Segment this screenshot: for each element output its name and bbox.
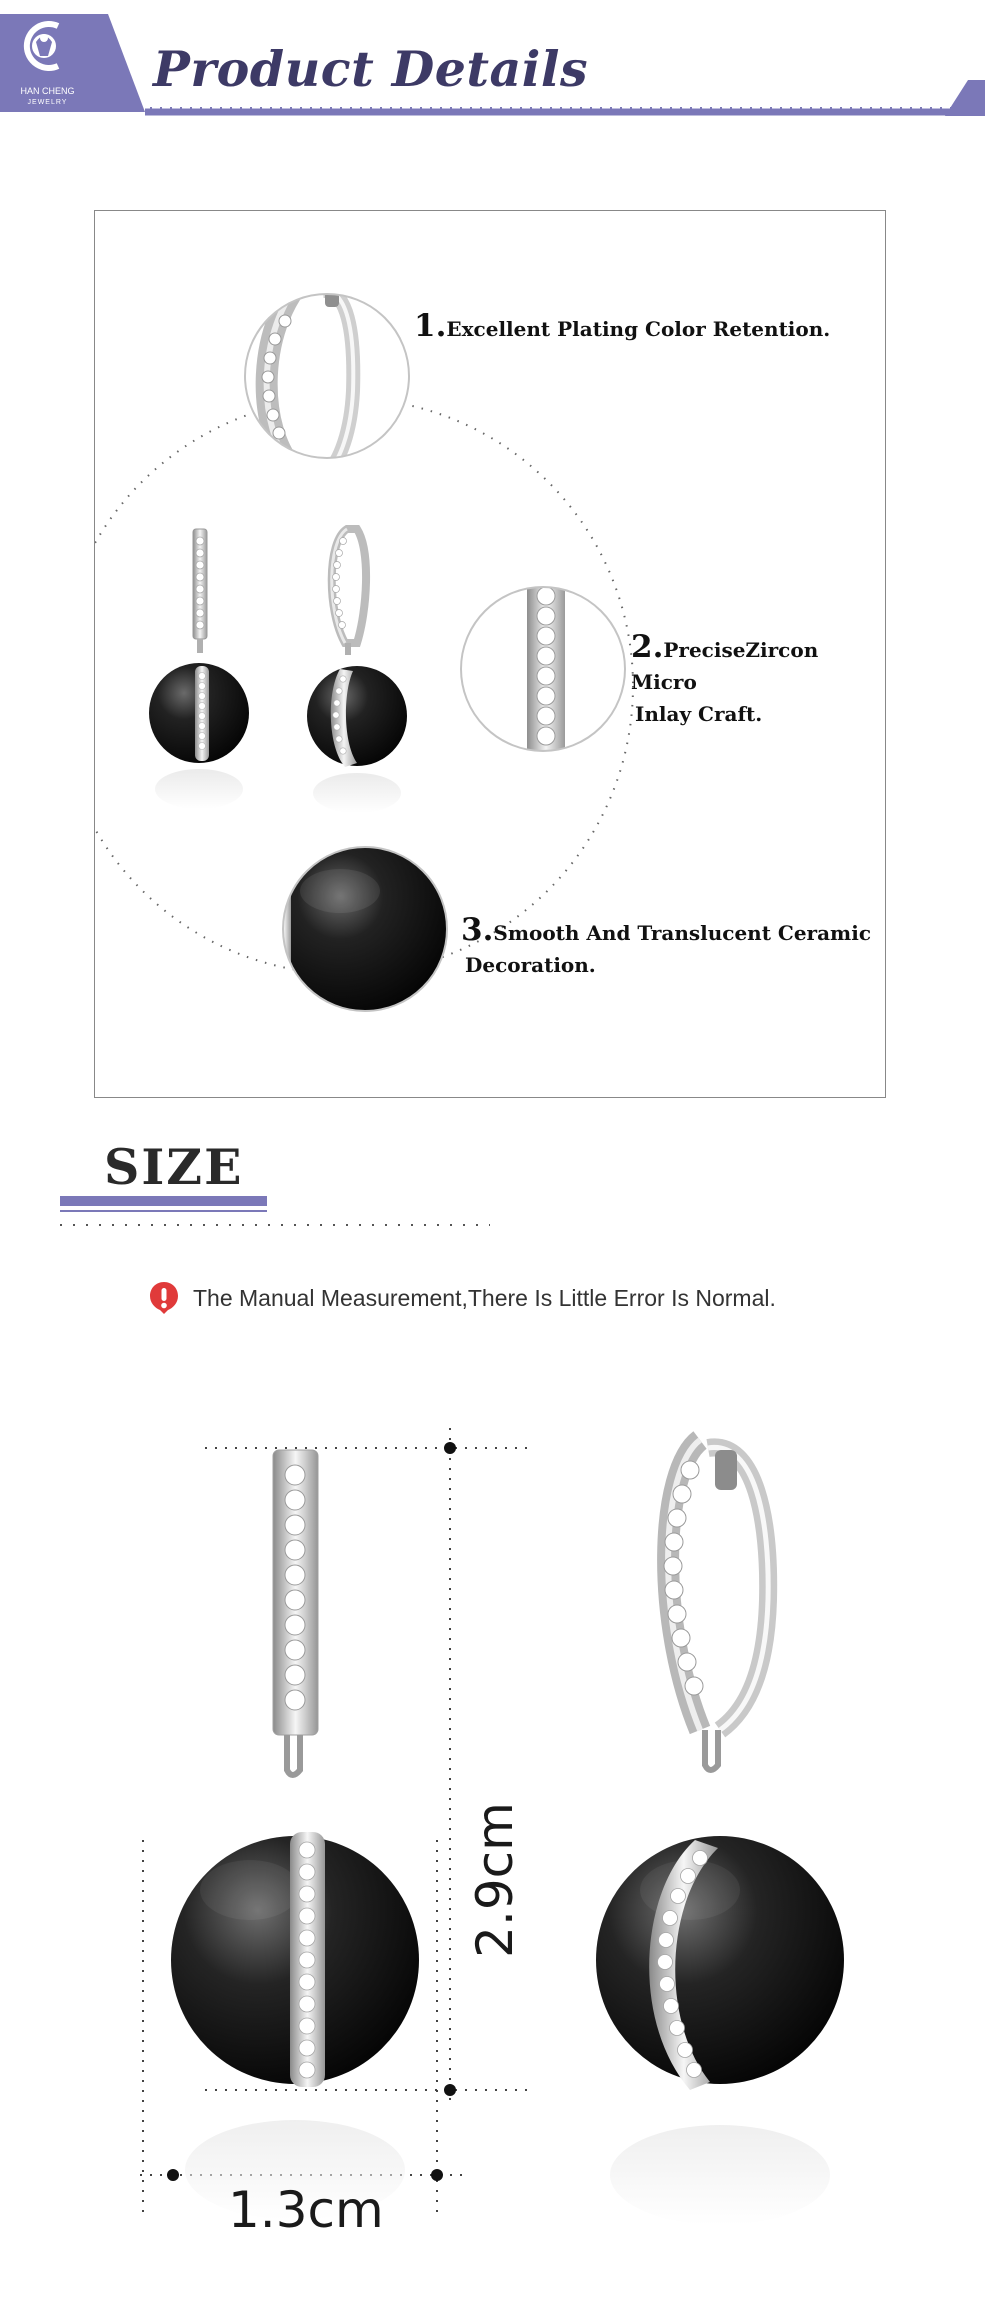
size-underline (0, 1190, 520, 1230)
earring-hoop-thumbnail (307, 529, 407, 813)
feature-3-line1: Smooth And Translucent Ceramic (493, 921, 871, 945)
feature-1-text: Excellent Plating Color Retention. (446, 317, 831, 341)
height-dimension-label: 2.9cm (466, 1802, 524, 1958)
feature-2-line1: PreciseZircon Micro (631, 638, 819, 694)
page-title: Product Details (153, 40, 589, 98)
logo-subtitle: JEWELRY (27, 99, 68, 106)
warning-icon (146, 1280, 182, 1316)
feature-2 (631, 631, 885, 730)
zoom-ceramic-detail (277, 847, 447, 1011)
logo-name: HAN CHENG (20, 86, 75, 96)
feature-3-line2: Decoration. (465, 953, 596, 977)
earring-hoop-large (596, 1440, 844, 2225)
feature-2-line2: Inlay Craft. (635, 702, 763, 726)
zoom-zircon-detail (461, 581, 625, 761)
zoom-plating-detail (245, 271, 409, 473)
earring-bar-large (171, 1450, 419, 2220)
measurement-note: The Manual Measurement,There Is Little Error Is Normal. (193, 1285, 776, 1311)
earring-bar-thumbnail (149, 529, 249, 809)
feature-3 (461, 914, 871, 981)
feature-1-number: 1. (414, 308, 447, 344)
logo-icon (14, 16, 74, 76)
size-heading: SIZE (104, 1138, 244, 1196)
product-details-panel (94, 210, 886, 1098)
header-banner (0, 0, 1000, 125)
feature-3-number: 3. (461, 912, 494, 948)
width-dimension-label: 1.3cm (228, 2181, 384, 2239)
feature-1 (414, 310, 830, 345)
feature-2-number: 2. (631, 629, 664, 665)
